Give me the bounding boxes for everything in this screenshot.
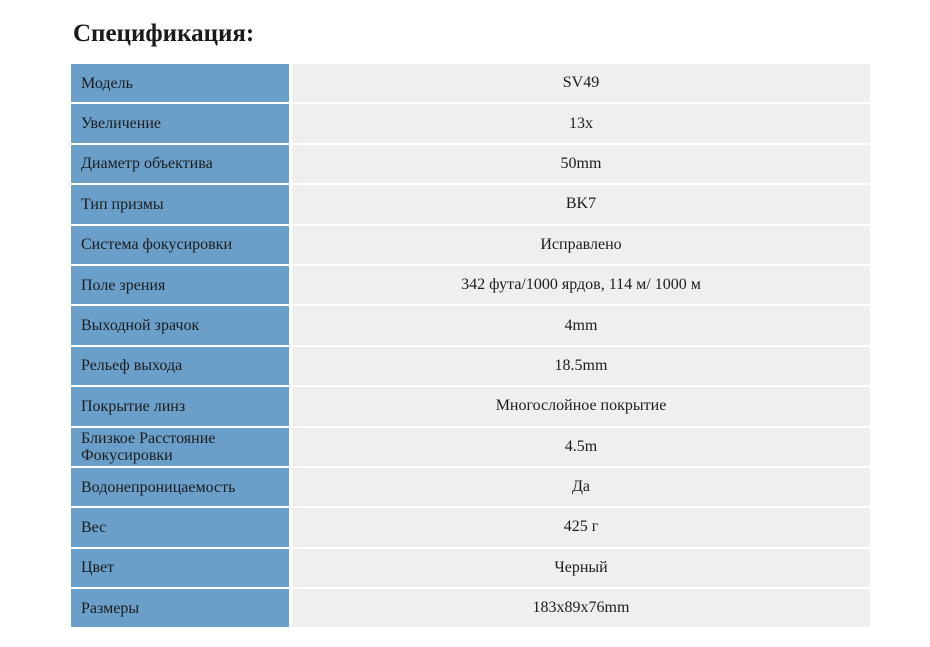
- spec-label: Поле зрения: [71, 266, 289, 304]
- spec-table: [71, 64, 870, 629]
- spec-value: Многослойное покрытие: [292, 387, 870, 425]
- page-title: Спецификация:: [73, 20, 255, 47]
- spec-row-lens-coating: [71, 387, 870, 425]
- spec-row-exit-pupil: [71, 306, 870, 344]
- spec-label: Водонепроницаемость: [71, 468, 289, 506]
- spec-row-close-focus: [71, 428, 870, 466]
- spec-row-objective-diameter: [71, 145, 870, 183]
- spec-label: Увеличение: [71, 104, 289, 142]
- spec-value: Черный: [292, 549, 870, 587]
- spec-label: Диаметр объектива: [71, 145, 289, 183]
- spec-label: Размеры: [71, 589, 289, 627]
- spec-value: 4mm: [292, 306, 870, 344]
- spec-value: 4.5m: [292, 428, 870, 466]
- spec-label: Вес: [71, 508, 289, 546]
- spec-value: SV49: [292, 64, 870, 102]
- spec-row-weight: [71, 508, 870, 546]
- spec-label: Выходной зрачок: [71, 306, 289, 344]
- spec-label: Покрытие линз: [71, 387, 289, 425]
- spec-value: BK7: [292, 185, 870, 223]
- spec-value: 50mm: [292, 145, 870, 183]
- spec-label: Система фокусировки: [71, 226, 289, 264]
- spec-row-waterproof: [71, 468, 870, 506]
- spec-row-color: [71, 549, 870, 587]
- spec-value: 425 г: [292, 508, 870, 546]
- spec-row-focus-system: [71, 226, 870, 264]
- spec-row-prism-type: [71, 185, 870, 223]
- spec-label: Цвет: [71, 549, 289, 587]
- spec-row-magnification: [71, 104, 870, 142]
- spec-value: 13x: [292, 104, 870, 142]
- spec-row-dimensions: [71, 589, 870, 627]
- spec-value: 342 фута/1000 ярдов, 114 м/ 1000 м: [292, 266, 870, 304]
- spec-value: Да: [292, 468, 870, 506]
- spec-label: Модель: [71, 64, 289, 102]
- spec-value: Исправлено: [292, 226, 870, 264]
- spec-value: 183x89x76mm: [292, 589, 870, 627]
- spec-label: Рельеф выхода: [71, 347, 289, 385]
- spec-row-field-of-view: [71, 266, 870, 304]
- spec-label: Тип призмы: [71, 185, 289, 223]
- spec-row-eye-relief: [71, 347, 870, 385]
- spec-value: 18.5mm: [292, 347, 870, 385]
- spec-label: Близкое Расстояние Фокусировки: [71, 428, 289, 466]
- spec-row-model: [71, 64, 870, 102]
